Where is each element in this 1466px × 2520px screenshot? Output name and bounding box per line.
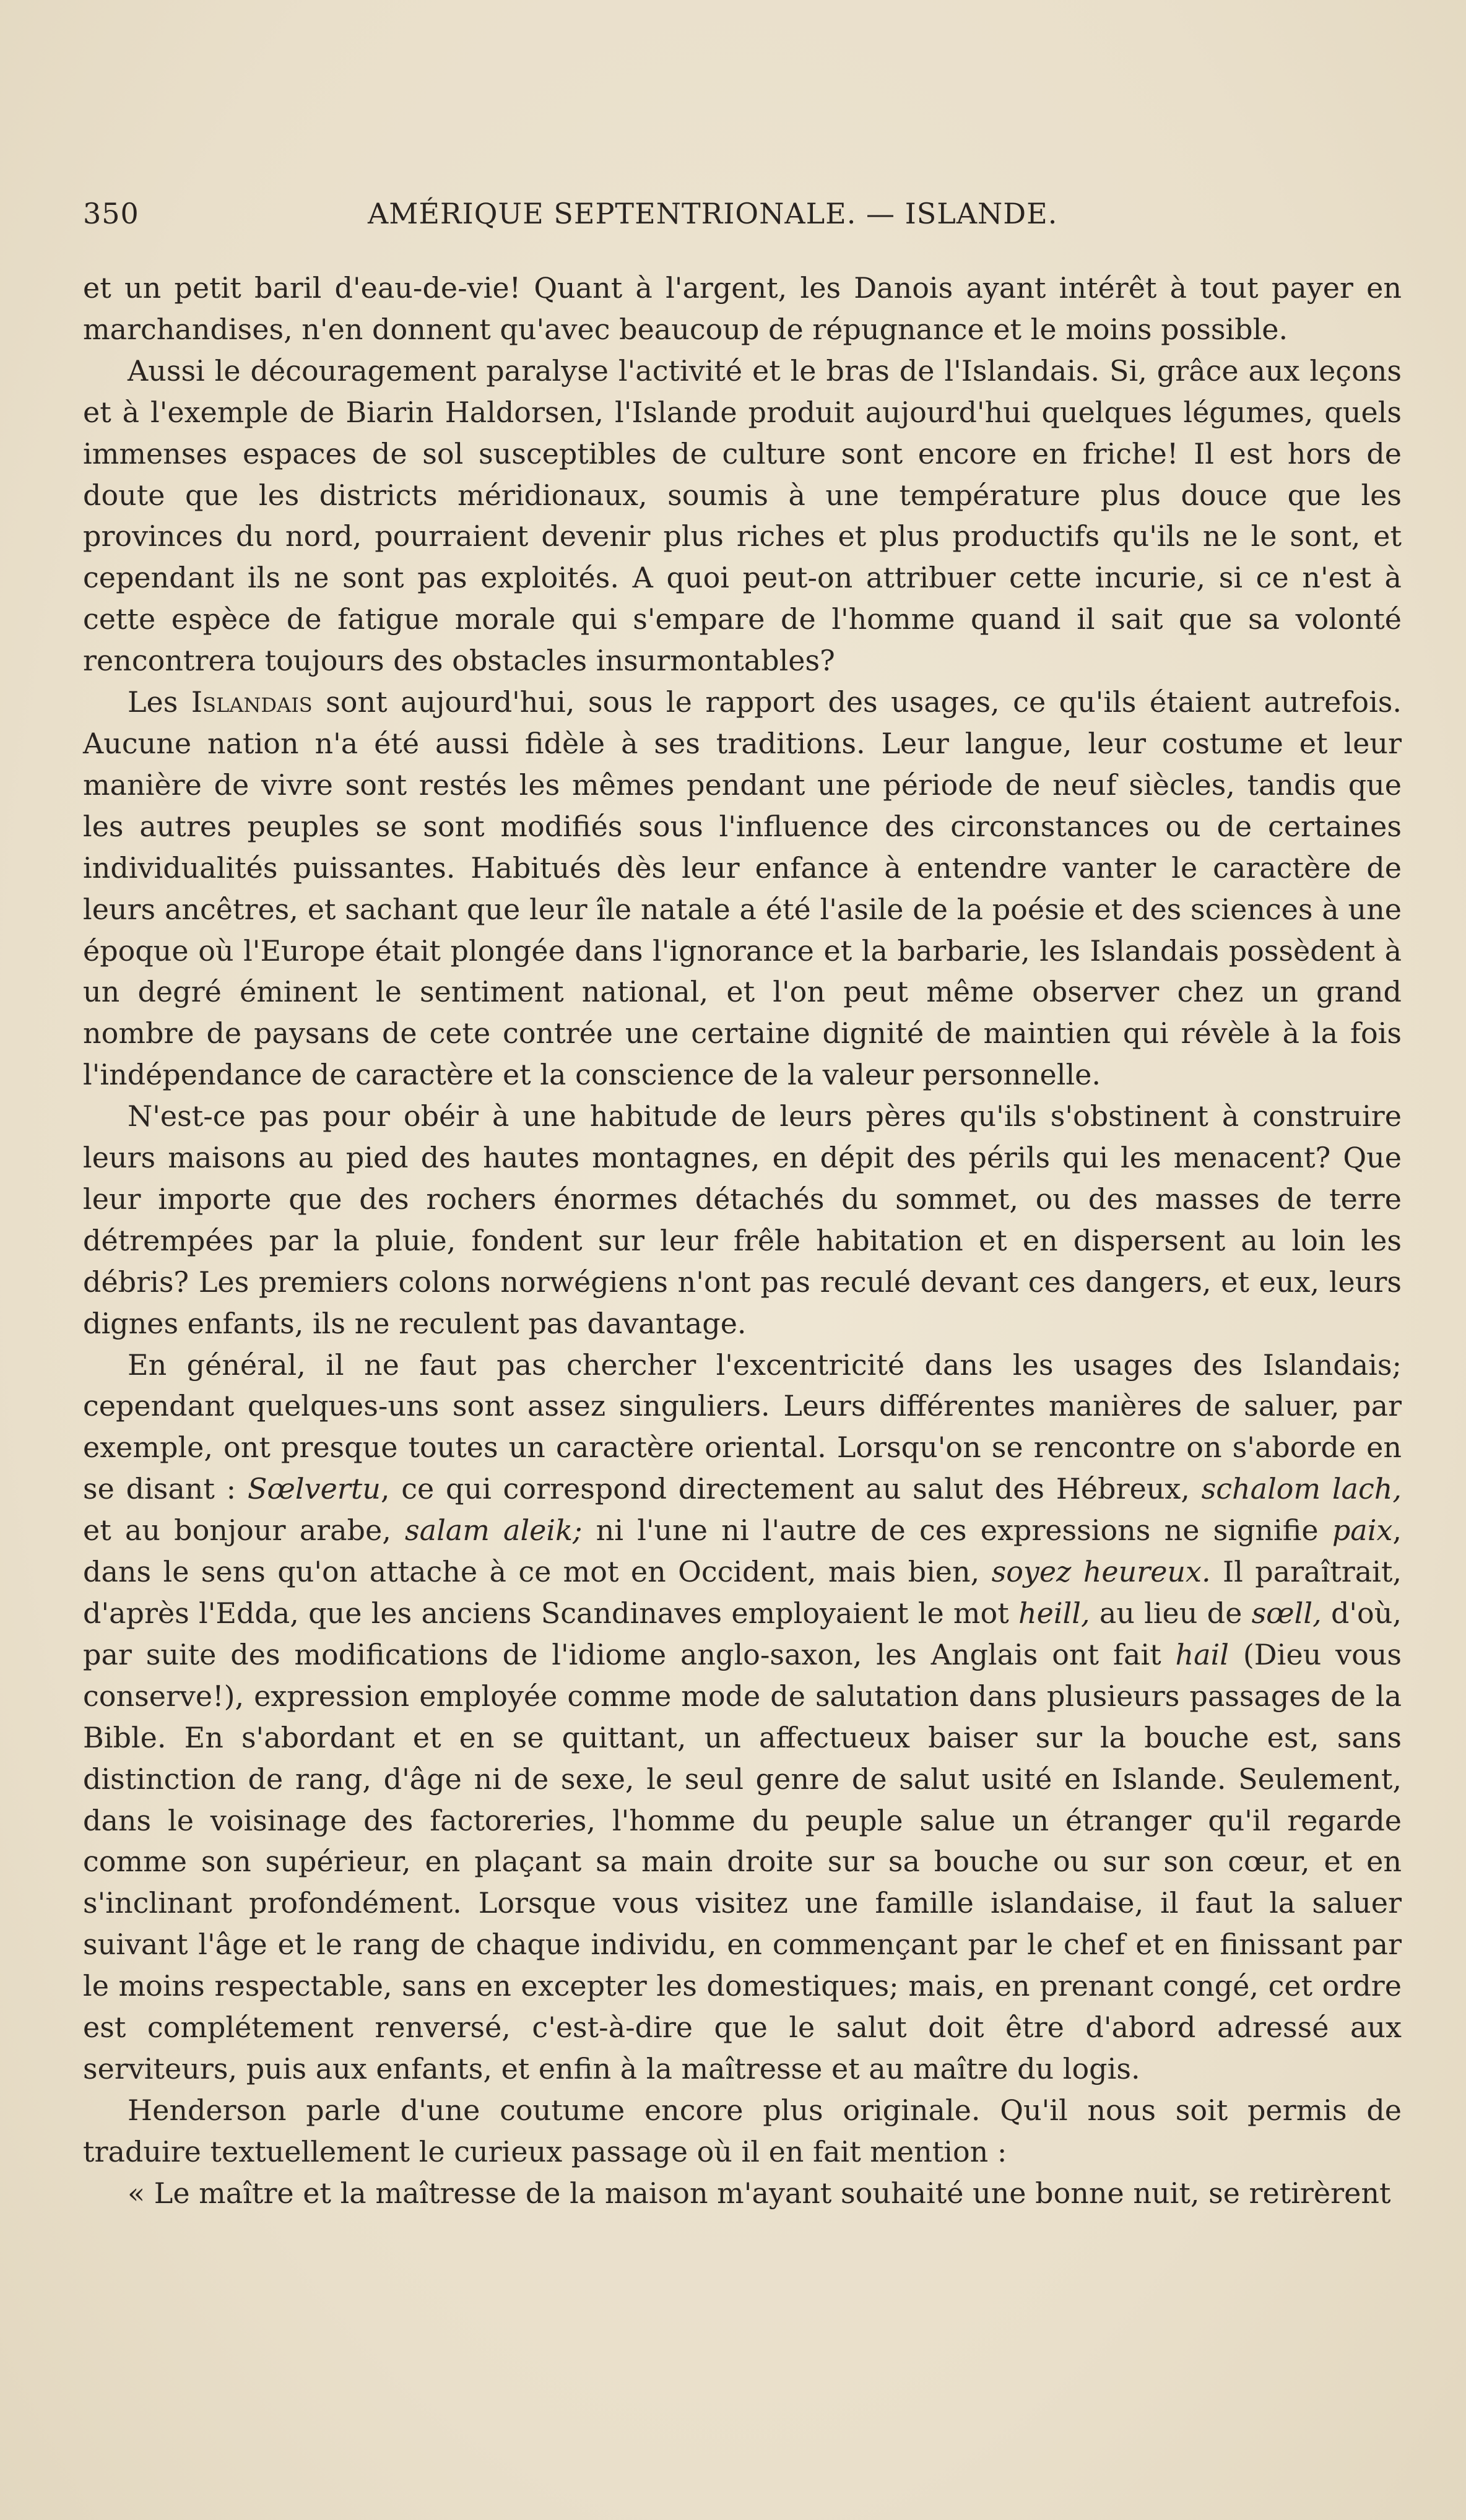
running-title: AMÉRIQUE SEPTENTRIONALE. — ISLANDE. (368, 197, 1058, 230)
p5-italic-paix: paix (1332, 1513, 1393, 1548)
p5-italic-soyez: soyez heureux. (991, 1555, 1211, 1589)
p5-text-4: ni l'une ni l'autre de ces expressions ne signifie (582, 1513, 1332, 1548)
p5-italic-salam: salam aleik; (405, 1513, 583, 1548)
paragraph-6: Henderson parle d'une coutume encore plus originale. Qu'il nous soit permis de traduire textuellement le curieux passage où il en fait mention : (83, 2093, 1402, 2168)
paragraph-4: N'est-ce pas pour obéir à une habitude de leurs pères qu'ils s'obstinent à construire leurs maisons au pied des hautes montagnes, en dépit des périls qui les menacent? Que leur importe que des rochers énormes détachés du sommet, ou des masses de terre détrempées par la pluie, fondent sur leur frêle habitation et en dispersent au loin les débris? Les premiers colons norwégiens n'ont pas reculé devant ces dangers, et eux, leurs dignes enfants, ils ne reculent pas davantage. (83, 1099, 1402, 1340)
p5-text-6: Il paraîtrait, d'après l'Edda, que les anciens Scandinaves employaient le mot (83, 1555, 1402, 1630)
paragraph-1: et un petit baril d'eau-de-vie! Quant à l'argent, les Danois ayant intérêt à tout payer en marchandises, n'en donnent qu'avec beaucoup de répugnance et le moins possible. (83, 271, 1402, 346)
islandais-smallcaps: Islandais (191, 685, 313, 719)
paragraph-7: « Le maître et la maîtresse de la maison m'ayant souhaité une bonne nuit, se retirèrent (128, 2176, 1391, 2210)
p5-italic-saelvertu: Sœlvertu (247, 1472, 381, 1506)
p5-italic-heill: heill, (1018, 1596, 1090, 1630)
paragraph-2: Aussi le découragement paralyse l'activité et le bras de l'Islandais. Si, grâce aux leçons et à l'exemple de Biarin Haldorsen, l'Islande produit aujourd'hui quelques légumes, quels immenses espaces de sol susceptibles de culture sont encore en friche! Il est hors de doute que les districts méridionaux, soumis à une température plus douce que les provinces du nord, pourraient devenir plus riches et plus productifs qu'ils ne le sont, et cependant ils ne sont pas exploités. A quoi peut-on attribuer cette incurie, si ce n'est à cette espèce de fatigue morale qui s'empare de l'homme quand il sait que sa volonté rencontrera toujours des obstacles insurmontables? (83, 353, 1402, 678)
paragraph-5 (83, 1344, 1402, 2090)
body-text (83, 267, 1402, 2214)
paragraph-3-lead: Les (128, 685, 191, 719)
p5-text-9: (Dieu vous conserve!), expression employée comme mode de salutation dans plusieurs passages de la Bible. En s'abordant et en se quittant, un affectueux baiser sur la bouche est, sans distinction de rang, d'âge ni de sexe, le seul genre de salut usité en Islande. Seulement, dans le voisinage des factoreries, l'homme du peuple salue un étranger qu'il regarde comme son supérieur, en plaçant sa main droite sur sa bouche ou sur son cœur, et en s'inclinant profondément. Lorsque vous visitez une famille islandaise, il faut la saluer suivant l'âge et le rang de chaque individu, en commençant par le chef et en finissant par le moins respectable, sans en excepter les domestiques; mais, en prenant congé, cet ordre est complétement renversé, c'est-à-dire que le salut doit être d'abord adressé aux serviteurs, puis aux enfants, et enfin à la maîtresse et au maître du logis. (83, 1637, 1402, 2085)
p5-text-2: , ce qui correspond directement au salut des Hébreux, (380, 1472, 1202, 1506)
page-number: 350 (83, 197, 139, 230)
paragraph-3-rest: sont aujourd'hui, sous le rapport des usages, ce qu'ils étaient autrefois. Aucune nation n'a été aussi fidèle à ses traditions. Leur langue, leur costume et leur manière de vivre sont restés les mêmes pendant une période de neuf siècles, tandis que les autres peuples se sont modifiés sous l'influence des circonstances ou de certaines individualités puissantes. Habitués dès leur enfance à entendre vanter le caractère de leurs ancêtres, et sachant que leur île natale a été l'asile de la poésie et des sciences à une époque où l'Europe était plongée dans l'ignorance et la barbarie, les Islandais possèdent à un degré éminent le sentiment national, et l'on peut même observer chez un grand nombre de paysans de cete contrée une certaine dignité de maintien qui révèle à la fois l'indépendance de caractère et la conscience de la valeur personnelle. (83, 685, 1402, 1092)
p5-text-1: En général, il ne faut pas chercher l'excentricité dans les usages des Islandais; cependant quelques-uns sont assez singuliers. Leurs différentes manières de saluer, par exemple, ont presque toutes un caractère oriental. Lorsqu'on se rencontre on s'aborde en se disant : (83, 1348, 1402, 1506)
p5-text-5: , dans le sens qu'on attache à ce mot en Occident, mais bien, (83, 1513, 1402, 1589)
page-header (83, 197, 1395, 240)
p5-italic-saell: sœll, (1251, 1596, 1322, 1630)
p5-italic-hail: hail (1175, 1637, 1229, 1671)
paragraph-3 (83, 682, 1402, 1096)
p5-text-3: et au bonjour arabe, (83, 1513, 406, 1548)
p5-text-8: d'où, par suite des modifications de l'idiome anglo-saxon, les Anglais ont fait (83, 1596, 1402, 1671)
p5-text-7: au lieu de (1090, 1596, 1252, 1630)
p5-italic-schalom: schalom lach, (1201, 1472, 1402, 1506)
